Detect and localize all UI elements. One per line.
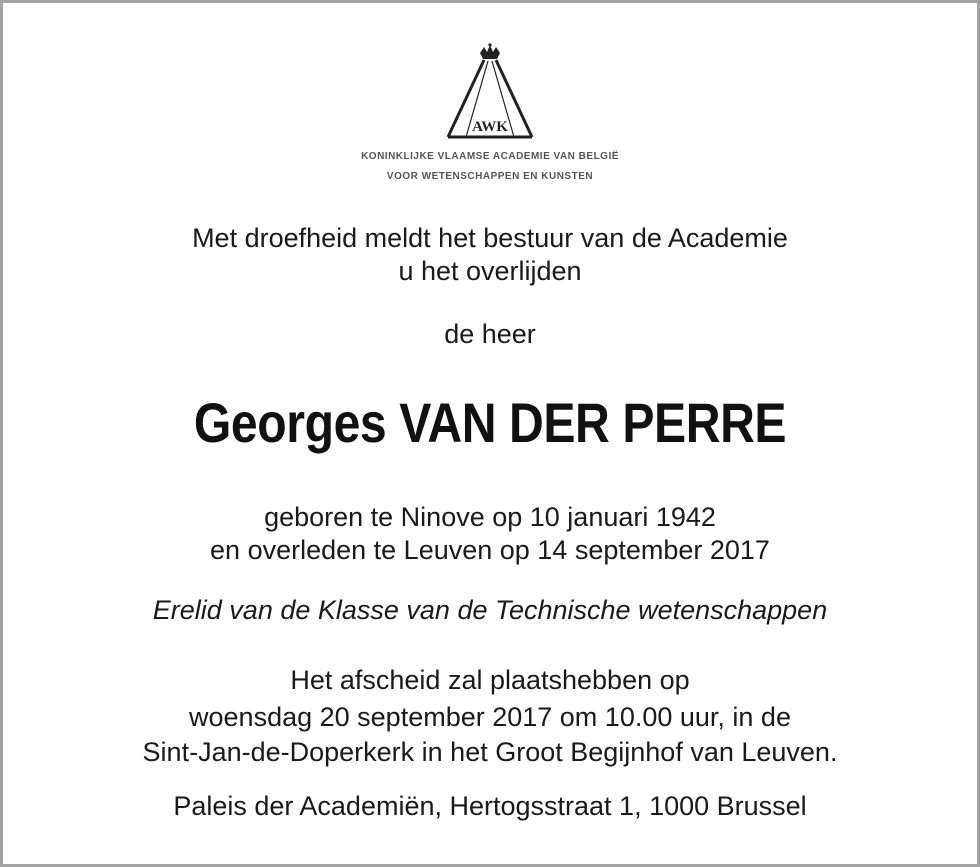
funeral-line2: woensdag 20 september 2017 om 10.00 uur, in de xyxy=(189,702,791,732)
address-line: Paleis der Academiën, Hertogsstraat 1, 1000 Brussel xyxy=(173,791,807,821)
logo-monogram: AWK xyxy=(472,119,508,135)
died-line: en overleden te Leuven op 14 september 2017 xyxy=(210,535,770,565)
announcement-line1: Met droefheid meldt het bestuur van de Academie xyxy=(192,223,788,253)
academy-name-line1: KONINKLIJKE VLAAMSE ACADEMIE VAN BELGIË xyxy=(361,151,619,162)
born-line: geboren te Ninove op 10 januari 1942 xyxy=(264,502,716,532)
membership-line: Erelid van de Klasse van de Technische wetenschappen xyxy=(152,595,828,625)
funeral-line1: Het afscheid zal plaatshebben op xyxy=(290,665,690,695)
deceased-name: Georges VAN DER PERRE xyxy=(193,391,787,454)
announcement-line2: u het overlijden xyxy=(398,256,582,286)
academy-logo xyxy=(3,43,977,148)
academy-name-line2: VOOR WETENSCHAPPEN EN KUNSTEN xyxy=(386,171,594,182)
funeral-line3: Sint-Jan-de-Doperkerk in het Groot Begijnhof van Leuven. xyxy=(142,737,838,767)
academy-crown-triangle-icon xyxy=(440,43,540,143)
honorific: de heer xyxy=(444,319,536,349)
